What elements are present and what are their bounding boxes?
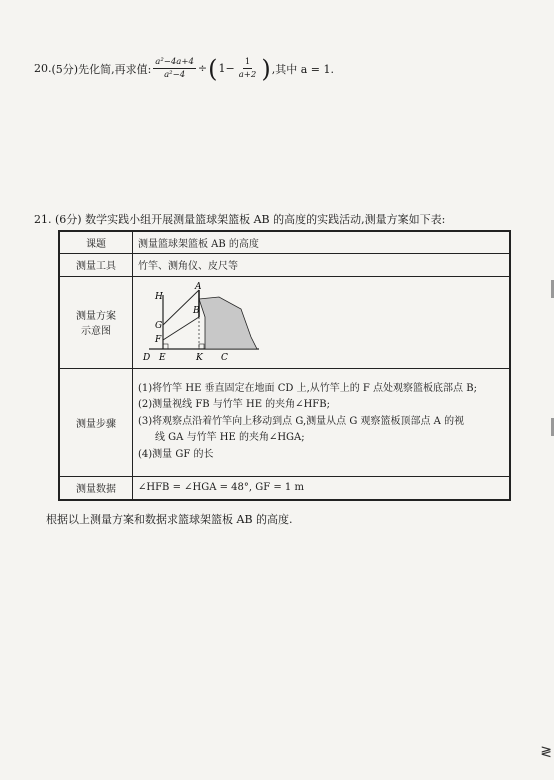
right-paren: ) xyxy=(261,54,271,83)
left-paren: ( xyxy=(208,54,218,83)
data-value: ∠HFB = ∠HGA = 48°, GF = 1 m xyxy=(133,476,511,500)
q21-stem: 数学实践小组开展测量篮球架篮板 AB 的高度的实践活动,测量方案如下表: xyxy=(85,213,446,226)
q20-frac2-numerator: 1 xyxy=(244,57,251,67)
step-3a: (3)将观察点沿着竹竿向上移动到点 G,测量从点 G 观察篮板顶部点 A 的视 xyxy=(138,415,465,427)
label-h: H xyxy=(155,292,163,302)
q20-tail: ,其中 a = 1. xyxy=(271,62,334,76)
label-a: A xyxy=(195,282,202,292)
table-row-diagram xyxy=(59,276,510,368)
diagram-cell xyxy=(133,276,511,368)
table-row-tools xyxy=(59,253,510,276)
q20-points: (5分) xyxy=(51,62,79,76)
tools-value: 竹竿、测角仪、皮尺等 xyxy=(133,253,511,276)
sight-line-fb xyxy=(163,317,199,340)
tools-label: 测量工具 xyxy=(59,253,133,276)
step-4: (4)测量 GF 的长 xyxy=(138,448,214,460)
step-3b: 线 GA 与竹竿 HE 的夹角∠HGA; xyxy=(155,432,305,444)
q21-final-question: 根据以上测量方案和数据求篮球架篮板 AB 的高度. xyxy=(46,513,293,526)
measurement-plan-table xyxy=(58,230,511,501)
q21-number: 21. xyxy=(34,213,52,226)
question-21 xyxy=(34,211,445,227)
q21-points: (6分) xyxy=(55,213,82,226)
q20-frac1-numerator: a²−4a+4 xyxy=(155,57,194,67)
right-angle-e xyxy=(163,344,168,349)
data-label: 测量数据 xyxy=(59,476,133,500)
table-row-topic xyxy=(59,231,510,253)
q20-fraction-2 xyxy=(237,56,259,81)
step-2: (2)测量视线 FB 与竹竿 HE 的夹角∠HFB; xyxy=(138,399,330,411)
steps-label: 测量步骤 xyxy=(59,368,133,476)
label-e: E xyxy=(159,353,166,363)
label-d: D xyxy=(143,353,151,363)
q20-one-minus: 1− xyxy=(218,62,235,75)
page-edge-glyph: ≷ xyxy=(540,744,552,760)
label-f: F xyxy=(155,335,162,345)
q20-frac1-denominator: a²−4 xyxy=(164,70,186,80)
q20-divide-sign: ÷ xyxy=(197,62,208,75)
topic-value: 测量篮球架篮板 AB 的高度 xyxy=(133,231,511,253)
diagram-label-line1: 测量方案 xyxy=(76,311,116,322)
q20-number: 20. xyxy=(34,62,52,75)
step-1: (1)将竹竿 HE 垂直固定在地面 CD 上,从竹竿上的 F 点处观察篮板底部点 B; xyxy=(138,382,477,394)
right-angle-k xyxy=(199,344,204,349)
measurement-diagram xyxy=(141,277,281,367)
q20-stem: 先化简,再求值: xyxy=(78,62,152,76)
label-b: B xyxy=(193,306,200,316)
question-20 xyxy=(34,56,334,81)
label-c: C xyxy=(221,353,228,363)
diagram-label-line2: 示意图 xyxy=(81,326,111,337)
table-row-data xyxy=(59,476,510,500)
q20-frac2-denominator: a+2 xyxy=(238,70,257,80)
topic-label: 课题 xyxy=(59,231,133,253)
label-g: G xyxy=(155,321,163,331)
table-row-steps xyxy=(59,368,510,476)
diagram-label xyxy=(59,276,133,368)
label-k: K xyxy=(196,353,203,363)
q20-fraction-1 xyxy=(153,56,196,81)
steps-value xyxy=(133,368,511,476)
basket-stand-shape xyxy=(199,297,257,349)
